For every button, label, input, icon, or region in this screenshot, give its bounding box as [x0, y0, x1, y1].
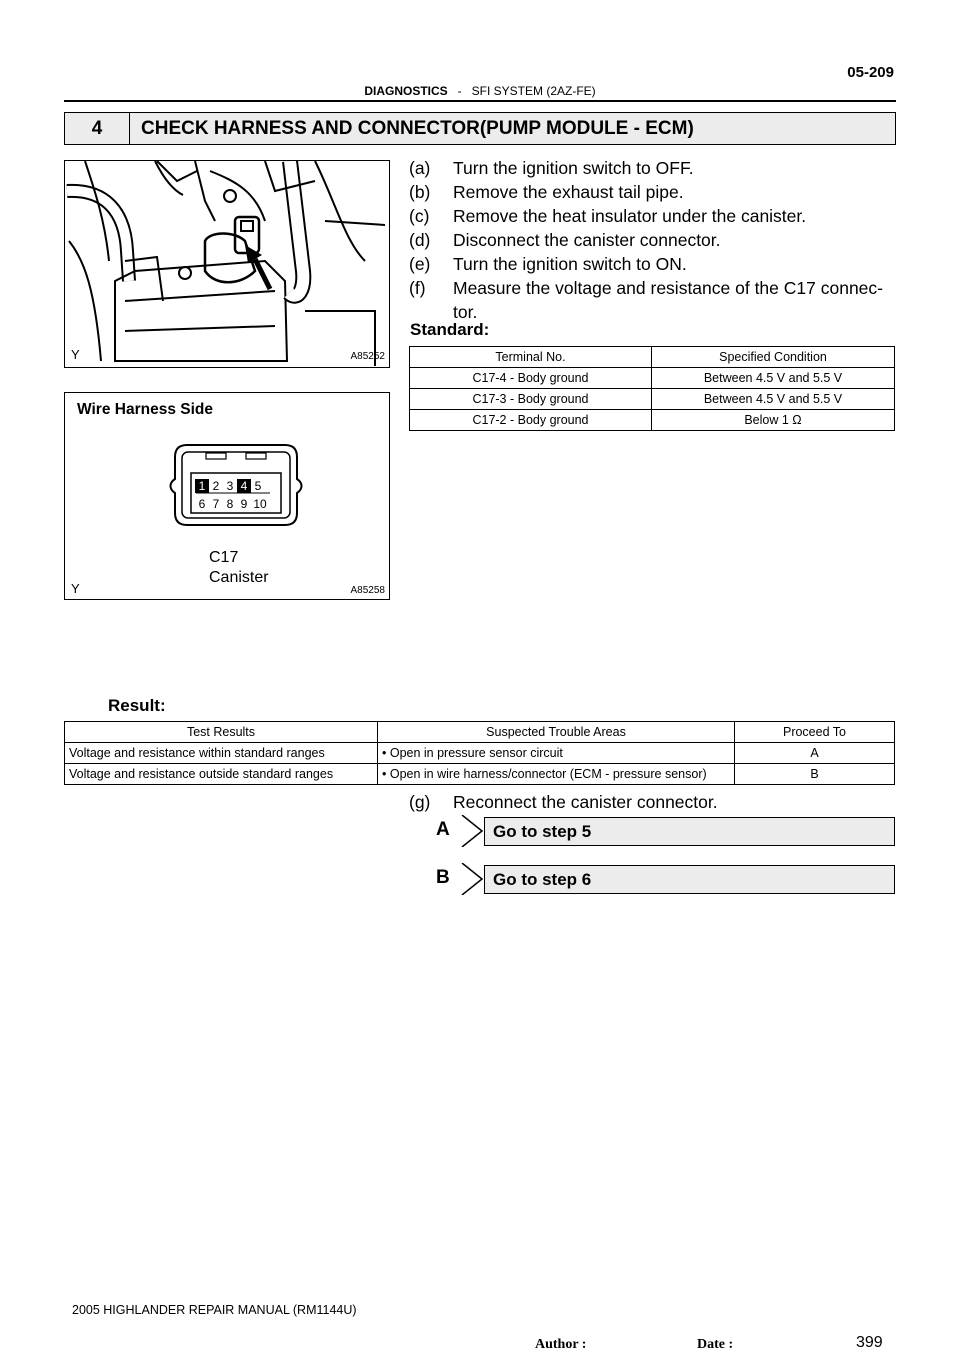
pin-label: 9	[240, 497, 248, 511]
instruction-item: (g) Reconnect the canister connector.	[409, 792, 718, 812]
arrow-marker-icon	[410, 815, 490, 847]
table-header: Test Results	[65, 722, 378, 743]
footer-model: 2005 HIGHLANDER REPAIR MANUAL (RM1144U)	[72, 1303, 357, 1317]
arrow-marker-icon	[410, 863, 490, 895]
table-cell: Below 1 Ω	[652, 410, 895, 431]
table-cell: Between 4.5 V and 5.5 V	[652, 368, 895, 389]
header-dash: -	[457, 84, 462, 98]
instruction-item: (e) Turn the ignition switch to ON.	[409, 254, 687, 274]
table-cell: • Open in wire harness/connector (ECM - pressure sensor)	[378, 764, 735, 785]
canister-photo-illustration	[65, 161, 389, 367]
connector-name-label: Canister	[209, 569, 269, 586]
header-rule	[64, 100, 896, 102]
table-row	[65, 764, 895, 785]
table-row	[410, 410, 895, 431]
connector-figure	[64, 392, 390, 600]
table-cell: B	[735, 764, 895, 785]
page-code: 05-209	[847, 64, 894, 81]
table-header: Suspected Trouble Areas	[378, 722, 735, 743]
instruction-item: (b) Remove the exhaust tail pipe.	[409, 182, 684, 202]
header-subsection: SFI SYSTEM (2AZ-FE)	[471, 84, 596, 98]
table-cell: Between 4.5 V and 5.5 V	[652, 389, 895, 410]
next-step-b	[410, 863, 896, 895]
next-step-box: Go to step 5	[484, 817, 895, 846]
header-section: DIAGNOSTICS	[364, 84, 448, 98]
figure-mark: Y	[71, 347, 80, 362]
figure-title: Wire Harness Side	[77, 401, 213, 418]
pin-label: 7	[212, 497, 220, 511]
table-row	[410, 368, 895, 389]
pin-label: 2	[212, 479, 220, 493]
table-cell: Voltage and resistance outside standard ranges	[65, 764, 378, 785]
footer-date: Date :	[697, 1337, 734, 1352]
header-title	[0, 84, 960, 98]
result-table	[64, 721, 895, 785]
table-header: Terminal No.	[410, 347, 652, 368]
next-step-letter: A	[436, 819, 450, 840]
result-title: Result:	[108, 696, 166, 715]
pin-label: 10	[253, 497, 267, 511]
table-header: Specified Condition	[652, 347, 895, 368]
table-cell: C17-2 - Body ground	[410, 410, 652, 431]
pin-label: 4	[240, 479, 248, 493]
instruction-item: (a) Turn the ignition switch to OFF.	[409, 158, 694, 178]
table-header-row	[410, 347, 895, 368]
table-header: Proceed To	[735, 722, 895, 743]
figure-mark: Y	[71, 581, 80, 596]
standard-table	[409, 346, 895, 431]
figure-code: A85252	[350, 351, 385, 362]
table-cell: C17-3 - Body ground	[410, 389, 652, 410]
next-step-box: Go to step 6	[484, 865, 895, 894]
instruction-item: (d) Disconnect the canister connector.	[409, 230, 721, 250]
instruction-item: (c) Remove the heat insulator under the canister.	[409, 206, 807, 226]
pin-label: 8	[226, 497, 234, 511]
step-number: 4	[65, 113, 130, 144]
table-row	[65, 743, 895, 764]
table-cell: A	[735, 743, 895, 764]
pin-label: 1	[198, 479, 206, 493]
footer-page-number: 399	[856, 1334, 883, 1351]
step-title-box	[64, 112, 896, 145]
connector-code-label: C17	[209, 549, 239, 566]
photo-figure	[64, 160, 390, 368]
next-step-a	[410, 815, 896, 847]
standard-title: Standard:	[410, 320, 490, 339]
next-step-letter: B	[436, 867, 450, 888]
table-cell: Voltage and resistance within standard ranges	[65, 743, 378, 764]
table-cell: • Open in pressure sensor circuit	[378, 743, 735, 764]
pin-label: 6	[198, 497, 206, 511]
step-title: CHECK HARNESS AND CONNECTOR(PUMP MODULE - ECM)	[141, 118, 694, 139]
footer-author: Author :	[535, 1337, 587, 1352]
table-cell: C17-4 - Body ground	[410, 368, 652, 389]
pin-label: 3	[226, 479, 234, 493]
instruction-item: (f) Measure the voltage and resistance of the C17 connec-	[409, 278, 883, 298]
table-header-row	[65, 722, 895, 743]
table-row	[410, 389, 895, 410]
pin-label: 5	[254, 479, 262, 493]
instruction-continuation: tor.	[453, 302, 478, 322]
figure-code: A85258	[350, 585, 385, 596]
